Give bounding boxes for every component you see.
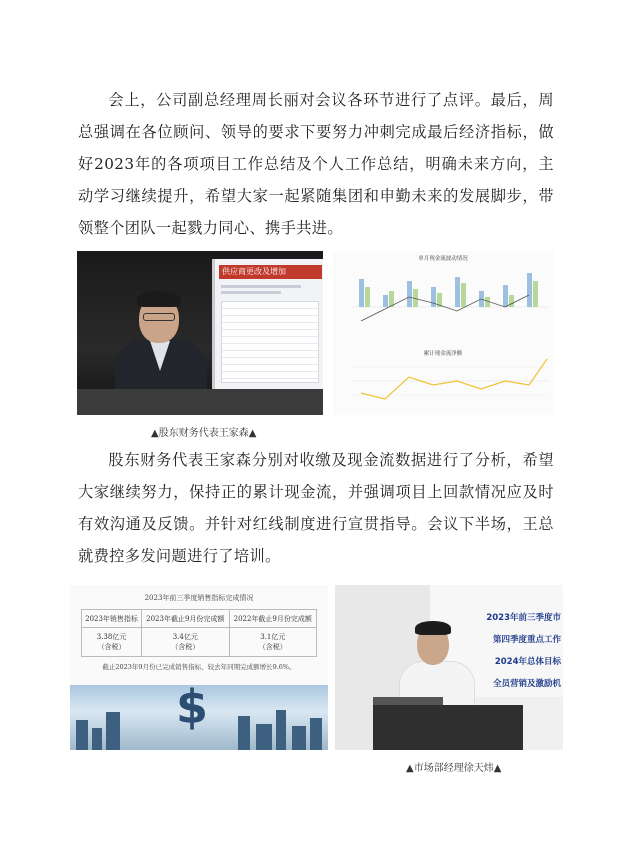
sales-note: 截止2023年9月份已完成销售指标，较去年同期完成额增长9.6%。 [102,663,296,671]
photo-sales-slide [70,585,328,750]
glasses-icon [143,313,175,321]
chart-bars-blue [359,273,532,307]
dollar-sign-icon: $ [175,680,208,734]
table-cell: 3.4亿元 （含税） [142,628,229,657]
photo-marketing-manager [335,585,563,750]
chart-top-title: 单月现金流波动情况 [418,256,468,262]
slide-line: 2023年前三季度市 [486,613,561,623]
projection-screen [212,259,323,409]
photo-speaker-finance [77,251,323,415]
podium [373,705,523,750]
table-cell: 3.38亿元 （含税） [82,628,142,657]
slide-line: 全员营销及激励机 [492,679,561,689]
caption-finance-rep: ▲股东财务代表王家森▲ [151,428,257,439]
chart-cumulative-line [361,359,547,399]
paragraph-meeting-review: 会上，公司副总经理周长丽对会议各环节进行了点评。最后，周总强调在各位顾问、领导的要求下要努力冲刺完成最后经济指标，做好2023年的各项项目工作总结及个人工作总结，明确未来方向，主动学习继续提升，希望大家一起紧随集团和申勤未来的发展脚步，带领整个团队一起戮力同心、携手共进。 [78,91,554,237]
slide-line: 第四季度重点工作 [492,635,561,645]
caption-marketing-manager: ▲市场部经理徐天炜▲ [406,763,502,774]
paragraph-finance-analysis: 股东财务代表王家森分别对收缴及现金流数据进行了分析，希望大家继续努力，保持正的累计现金流，并强调项目上回款情况应及时有效沟通及反馈。并针对红线制度进行宣贯指导。会议下半场，王总就费控多发问题进行了培训。 [78,451,554,565]
table-cell: 3.1亿元 （含税） [229,628,316,657]
table-header: 2022年截止9月份完成额 [229,610,316,628]
table-header: 2023年销售指标 [82,610,142,628]
table-header: 2023年截止9月份完成额 [142,610,229,628]
slide-line: 2024年总体目标 [494,657,561,667]
sales-table [81,609,317,657]
slide-title: 2023年前三季度销售指标完成情况 [144,594,254,602]
chart-bottom-title: 累计现金流净额 [423,351,463,357]
screen-title: 供应商更改及增加 [219,265,322,279]
podium [77,389,323,415]
photo-cashflow-chart [333,251,554,415]
cashflow-chart-svg [333,251,554,415]
